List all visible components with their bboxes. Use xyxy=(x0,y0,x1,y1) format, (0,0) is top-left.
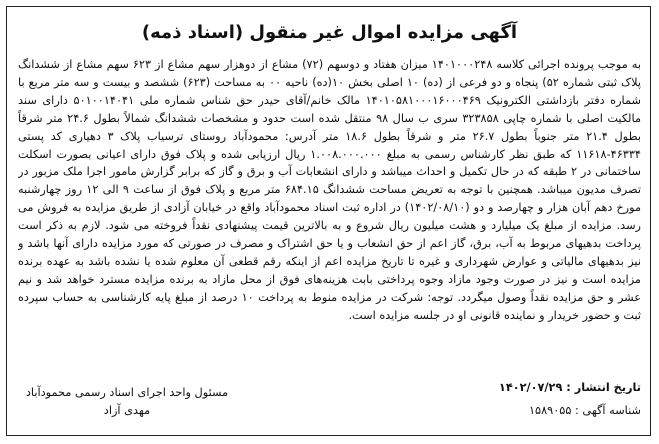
signature-block xyxy=(22,384,232,420)
publish-date: تاریخ انتشار : ۱۴۰۲/۰۷/۲۹ xyxy=(498,381,641,394)
notice-id: شناسه آگهی : ۱۵۸۹۰۵۵ xyxy=(528,404,641,417)
signature-name: مهدی آزاد xyxy=(103,404,151,417)
notice-body: به موجب پرونده اجرائی کلاسه ۱۴۰۱۰۰۰۲۴۸ میزان هفتاد و دوسهم (۷۲) مشاع از دوهزار سهم مشاع از ۶۲۳ سهم مشاع از ششدانگ پلاک ثبتی شماره ۵۲) پنجاه و دو فرعی از (ده) ۱۰ اصلی بخش ۱۰(ده) ناحیه ۰۰ به مساحت (۶۲۳) ششصد و بیست و سه متر مربع با شماره دفتر بازداشتی الکترونیک ۱۴۰۱۰۵۸۱۰۰۰۱۶۰۰۰۴۶۹ مالک خانم/آقای حیدر حق شناس شماره ملی ۵۰۱۰۰۱۴۰۴۱ دارای سند مالکیت اصلی با شماره چاپی ۳۲۳۸۵۸ سری ب سال ۹۸ منتقل شده است حدود و مشخصات ششدانگ شمالاً بطول ۲۴.۶ متر شرقاً بطول ۲۱.۴ متر جنوباً بطول ۲۶.۷ متر و شرقاً بطول ۱۸.۶ متر آدرس: محمودآباد روستای ترسیاب پلاک ۳ دهیاری کد پستی ۴۶۳۳۴-۱۱۶۱۸ که طبق نظر کارشناس رسمی به مبلغ ۱.۰۰۸.۰۰۰.۰۰۰ ریال ارزیابی شده و پلاک فوق دارای اعیانی بصورت اسکلت ساختمانی در ۲ طبقه که در حال تکمیل و احداث میباشد و دارای انشعابات آب و برق و گاز که برابر گزارش مامور اجرا ملک مزبور در تصرف مدیون میباشد. همچنین با توجه به تعریض مساحت ششدانگ ۶۸۴.۱۵ متر مربع و پلاک فوق از ساعت ۹ الی ۱۲ روز چهارشنبه مورخ دهم آبان هزار و چهارصد و دو (۱۴۰۲/۰۸/۱۰) در اداره ثبت اسناد محمودآباد واقع در خیابان آزادی از طریق مزایده به فروش می رسد. مزایده از مبلغ یک میلیارد و هشت میلیون ریال شروع و به بالاترین قیمت پیشنهادی نقداً فروخته می شود. لازم به ذکر است پرداخت بدهیهای مربوط به آب، برق، گاز اعم از حق انشعاب و یا حق اشتراک و مصرف در صورتی که مورد مزایده دارای آنها باشد و نیز بدهیهای مالیاتی و عوارض شهرداری و غیره تا تاریخ مزایده اعم از اینکه رقم قطعی آن معلوم شده یا نشده باشد به عهده برنده مزایده است و نیز در صورت وجود مازاد وجوه پرداختی بابت هزینه‌های فوق از محل مازاد به برنده مزایده مسترد خواهد شد و نیم عشر و حق مزایده نقداً وصول میگردد. توجه: شرکت در مزایده منوط به پرداخت ۱۰ درصد از مبلغ پایه کارشناسی به حساب سپرده ثبت و حضور خریدار و نماینده قانونی او در جلسه مزایده است. xyxy=(18,58,641,322)
notice-title: آگهی مزایده اموال غیر منقول (اسناد ذمه) xyxy=(141,22,518,43)
signature-title: مسئول واحد اجرای اسناد رسمی محمودآباد xyxy=(25,386,229,399)
